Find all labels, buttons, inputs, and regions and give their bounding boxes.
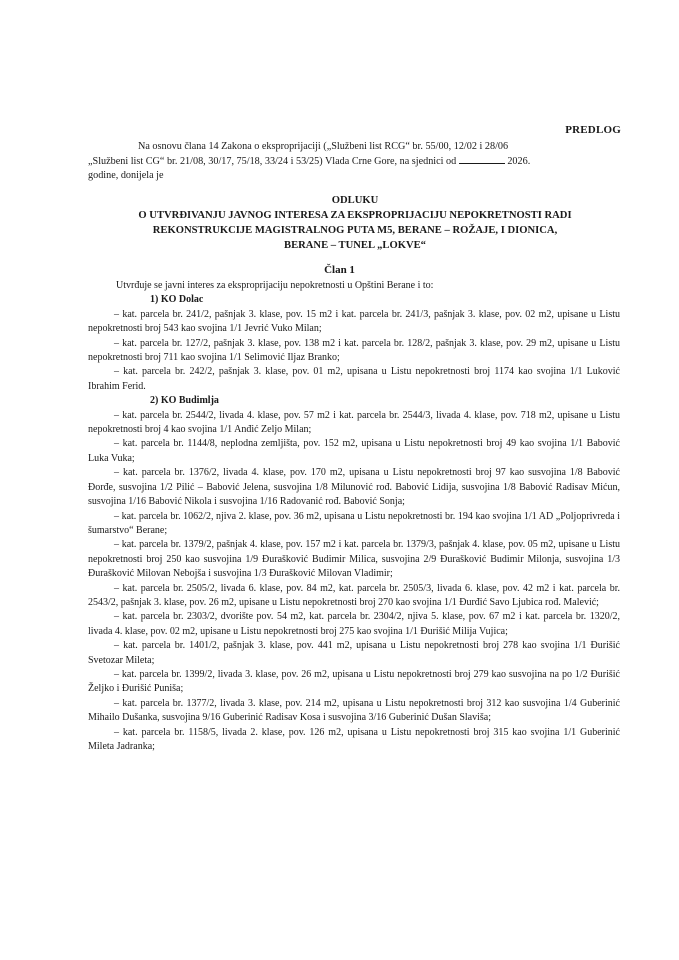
list-item: – kat. parcela br. 1379/2, pašnjak 4. klase, pov. 157 m2 i kat. parcela br. 1379/3, pašnjak 4. klase, pov. 05 m2, upisane u Listu nepokretnosti broj 250 kao susvojina 1/9 Đurašković Budimir Milica, susvojina 2/9 Đurašković Budimir Milonja, susvojina 1/3 Đurašković Milovan Nebojša i susvojina 1/3 Đurašković Milovan Vladimir; [88, 539, 620, 580]
title-line-2: O UTVRĐIVANJU JAVNOG INTERESA ZA EKSPROPRIJACIJU NEPOKRETNOSTI RADI [138, 210, 572, 221]
article-body [88, 279, 620, 754]
article-lead: Utvrđuje se javni interes za eksproprijaciju nepokretnosti u Opštini Berane i to: [116, 280, 434, 291]
section-heading-ko-dolac: 1) KO Dolac [150, 294, 204, 306]
title-line-3: REKONSTRUKCIJE MAGISTRALNOG PUTA M5, BERANE – ROŽAJE, I DIONICA, [152, 225, 558, 236]
list-item: – kat. parcela br. 1401/2, pašnjak 3. klase, pov. 441 m2, upisana u Listu nepokretnosti broj 278 kao svojina 1/1 Đurišić Svetozar Mileta; [88, 640, 620, 666]
date-blank [459, 154, 505, 164]
article-heading: Član 1 [324, 264, 355, 276]
list-item: – kat. parcela br. 1376/2, livada 4. klase, pov. 170 m2, upisana u Listu nepokretnosti broj 97 kao susvojina 1/8 Babović Đorđe, susvojina 1/2 Pilić – Babović Jelena, susvojina 1/8 Milunović rođ. Babović Lidija, susvojina 1/8 Babović Radisav Mićun, susvojina 1/16 Babović Nikola i susvojina 1/16 Radovanić rođ. Babović Sonja; [88, 467, 620, 508]
intro-line-1: Na osnovu člana 14 Zakona o eksproprijaciji („Službeni list RCG“ br. 55/00, 12/02 i 28/06 [138, 141, 509, 152]
list-item: – kat. parcela br. 241/2, pašnjak 3. klase, pov. 15 m2 i kat. parcela br. 241/3, pašnjak 3. klase, pov. 02 m2, upisane u Listu nepokretnosti broj 543 kao svojina 1/1 Jevrić Vuko Milan; [88, 308, 620, 335]
list-item: – kat. parcela br. 1158/5, livada 2. klase, pov. 126 m2, upisana u Listu nepokretnosti broj 315 kao svojina 1/1 Guberinić Mileta Jadranka; [88, 726, 620, 752]
list-item: – kat. parcela br. 1062/2, njiva 2. klase, pov. 36 m2, upisana u Listu nepokretnosti br. 194 kao svojina 1/1 AD „Poljoprivreda i šumarstvo“ Berane; [88, 510, 620, 536]
list-item: – kat. parcela br. 1399/2, livada 3. klase, pov. 26 m2, upisana u Listu nepokretnosti broj 279 kao susvojina na po 1/2 Đurišić Željko i Đurišić Puniša; [88, 668, 620, 695]
list-item: – kat. parcela br. 2303/2, dvorište pov. 54 m2, kat. parcela br. 2304/2, njiva 5. klase, pov. 67 m2 i kat. parcela br. 1320/2, livada 4. klase, pov. 02 m2, upisane u Listu nepokretnosti broj 275 kao svojina 1/1 Đurišić Milija Vujica; [88, 611, 620, 637]
intro-line-2 [88, 154, 618, 169]
section-heading-ko-budimlja: 2) KO Budimlja [150, 395, 219, 407]
title-line-1: ODLUKU [331, 195, 379, 206]
intro-paragraph [88, 140, 618, 183]
list-item: – kat. parcela br. 2544/2, livada 4. klase, pov. 57 m2 i kat. parcela br. 2544/3, livada 4. klase, pov. 718 m2, upisane u Listu nepokretnosti broj 4 kao svojina 1/1 Anđić Zeljo Milan; [88, 409, 620, 436]
list-item: – kat. parcela br. 2505/2, livada 6. klase, pov. 84 m2, kat. parcela br. 2505/3, livada 6. klase, pov. 42 m2 i kat. parcela br. 2543/2, pašnjak 3. klase, pov. 26 m2, upisane u Listu nepokretnosti broj 270 kao svojina 1/1 Đurđić Savo Ljubica rođ. Malević; [88, 582, 620, 608]
list-item: – kat. parcela br. 1377/2, livada 3. klase, pov. 214 m2, upisana u Listu nepokretnosti broj 312 kao susvojina 1/4 Guberinić Mihailo Dušanka, susvojina 9/16 Guberinić Radisav Kosa i susvojina 3/16 Guberinić Dušan Slaviša; [88, 697, 620, 724]
intro-line-3: godine, donijela je [88, 170, 164, 181]
predlog-label: PREDLOG [565, 124, 621, 136]
decision-title [70, 193, 640, 253]
title-line-4: BERANE – TUNEL „LOKVE“ [284, 240, 426, 251]
intro-line-2-text: „Službeni list CG“ br. 21/08, 30/17, 75/18, 33/24 i 53/25) Vlada Crne Gore, na sjednici od [88, 156, 457, 167]
list-item: – kat. parcela br. 127/2, pašnjak 3. klase, pov. 138 m2 i kat. parcela br. 128/2, pašnjak 3. klase, pov. 29 m2, upisane u Listu nepokretnosti broj 711 kao svojina 1/1 Selimović Iljaz Branko; [88, 337, 620, 364]
list-item: – kat. parcela br. 1144/8, neplodna zemljišta, pov. 152 m2, upisana u Listu nepokretnosti broj 49 kao svojina 1/1 Babović Luka Vuka; [88, 438, 620, 464]
intro-line-2-year: 2026. [507, 156, 531, 167]
list-item: – kat. parcela br. 242/2, pašnjak 3. klase, pov. 01 m2, upisana u Listu nepokretnosti broj 1174 kao svojina 1/1 Luković Ibrahim Ferid. [88, 366, 620, 392]
